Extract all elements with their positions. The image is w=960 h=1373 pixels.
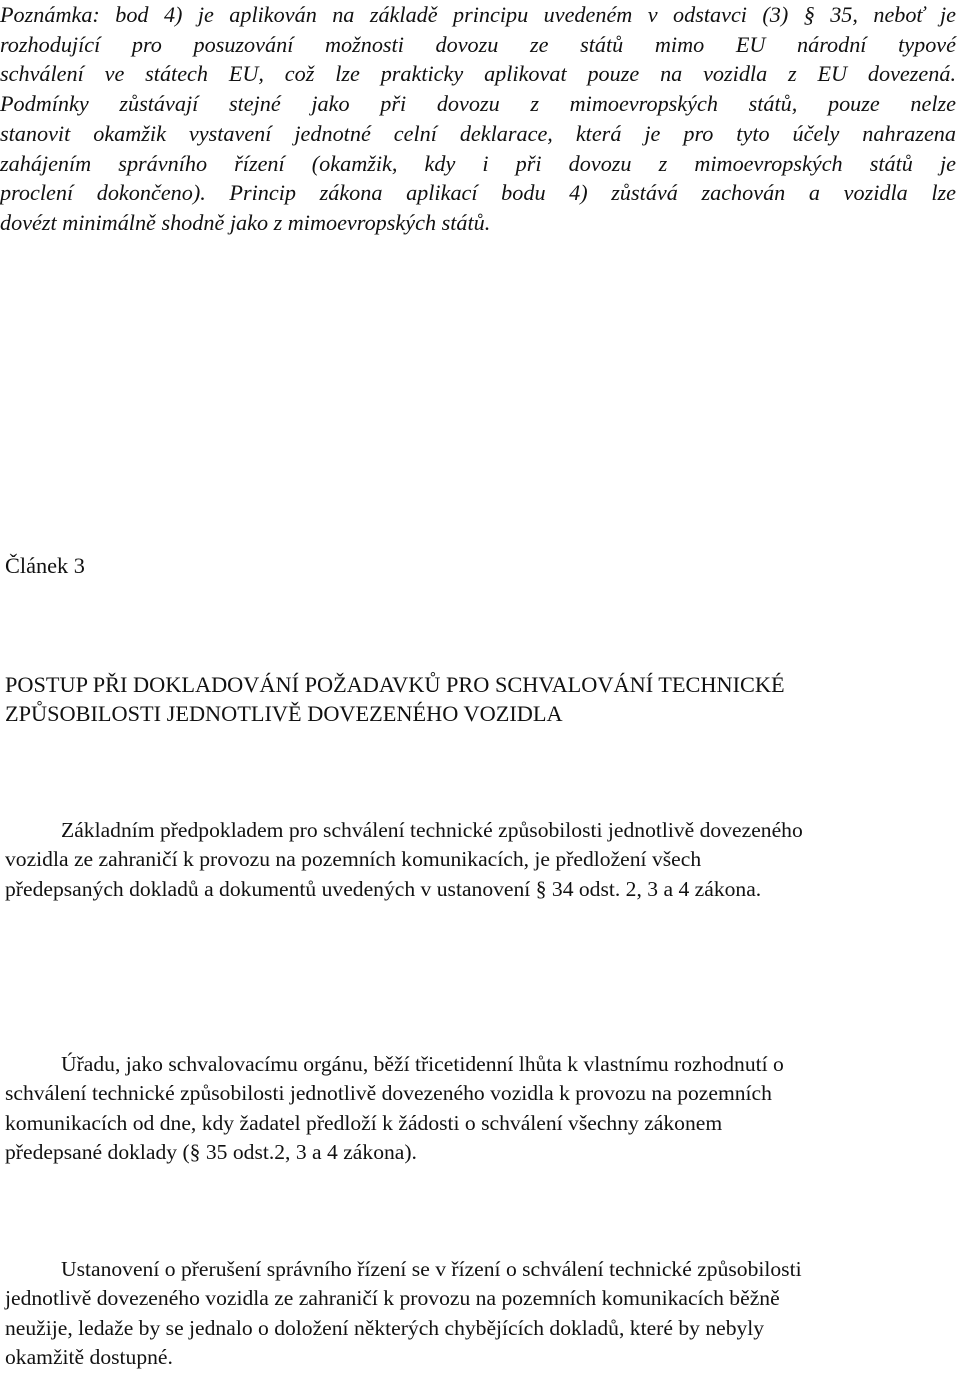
note-line: stanovit okamžik vystavení jednotné celní deklarace, která je pro tyto účely nahrazena bbox=[0, 120, 956, 146]
note-line: Poznámka: bod 4) je aplikován na základě principu uvedeném v odstavci (3) § 35, neboť je bbox=[0, 2, 956, 27]
article-title bbox=[5, 670, 945, 728]
paragraph-3 bbox=[5, 1255, 955, 1372]
paragraph-line: komunikacích od dne, kdy žadatel předloží k žádosti o schválení všechny zákonem bbox=[5, 1110, 723, 1135]
paragraph-line: schválení technické způsobilosti jednotlivě dovezeného vozidla k provozu na pozemních bbox=[5, 1081, 772, 1106]
paragraph-line: Základním předpokladem pro schválení technické způsobilosti jednotlivě dovezeného bbox=[61, 818, 803, 842]
note-line: dovézt minimálně shodně jako z mimoevropských států. bbox=[0, 209, 491, 235]
note-line: Podmínky zůstávají stejné jako při dovozu z mimoevropských států, pouze nelze bbox=[0, 91, 956, 117]
note-line: proclení dokončeno). Princip zákona aplikací bodu 4) zůstává zachován a vozidla lze bbox=[0, 180, 956, 206]
paragraph-line: neužije, ledaže by se jednalo o doložení některých chybějících dokladů, které by nebyly bbox=[5, 1315, 765, 1340]
paragraph-line: jednotlivě dovezeného vozidla ze zahraničí k provozu na pozemních komunikacích běžně bbox=[5, 1286, 780, 1311]
paragraph-line: Úřadu, jako schvalovacímu orgánu, běží třicetidenní lhůta k vlastnímu rozhodnutí o bbox=[61, 1052, 784, 1076]
paragraph-line: předepsaných dokladů a dokumentů uvedených v ustanovení § 34 odst. 2, 3 a 4 zákona. bbox=[5, 876, 762, 901]
paragraph-line: předepsané doklady (§ 35 odst.2, 3 a 4 zákona). bbox=[5, 1139, 417, 1164]
paragraph-1 bbox=[5, 816, 955, 904]
paragraph-line: okamžitě dostupné. bbox=[5, 1344, 173, 1369]
note-line: rozhodující pro posuzování možnosti dovozu ze států mimo EU národní typové bbox=[0, 31, 956, 57]
note-block bbox=[0, 0, 956, 238]
article-label: Článek 3 bbox=[5, 553, 85, 578]
note-line: zahájením správního řízení (okamžik, kdy i při dovozu z mimoevropských států je bbox=[0, 150, 956, 176]
article-title-line: ZPŮSOBILOSTI JEDNOTLIVĚ DOVEZENÉHO VOZIDLA bbox=[5, 701, 563, 726]
paragraph-line: Ustanovení o přerušení správního řízení se v řízení o schválení technické způsobilosti bbox=[61, 1257, 802, 1281]
paragraph-2 bbox=[5, 1050, 955, 1167]
paragraph-line: vozidla ze zahraničí k provozu na pozemních komunikacích, je předložení všech bbox=[5, 847, 702, 872]
article-title-line: POSTUP PŘI DOKLADOVÁNÍ POŽADAVKŮ PRO SCHVALOVÁNÍ TECHNICKÉ bbox=[5, 672, 785, 697]
note-line: schválení ve státech EU, což lze prakticky aplikovat pouze na vozidla z EU dovezená. bbox=[0, 61, 956, 87]
